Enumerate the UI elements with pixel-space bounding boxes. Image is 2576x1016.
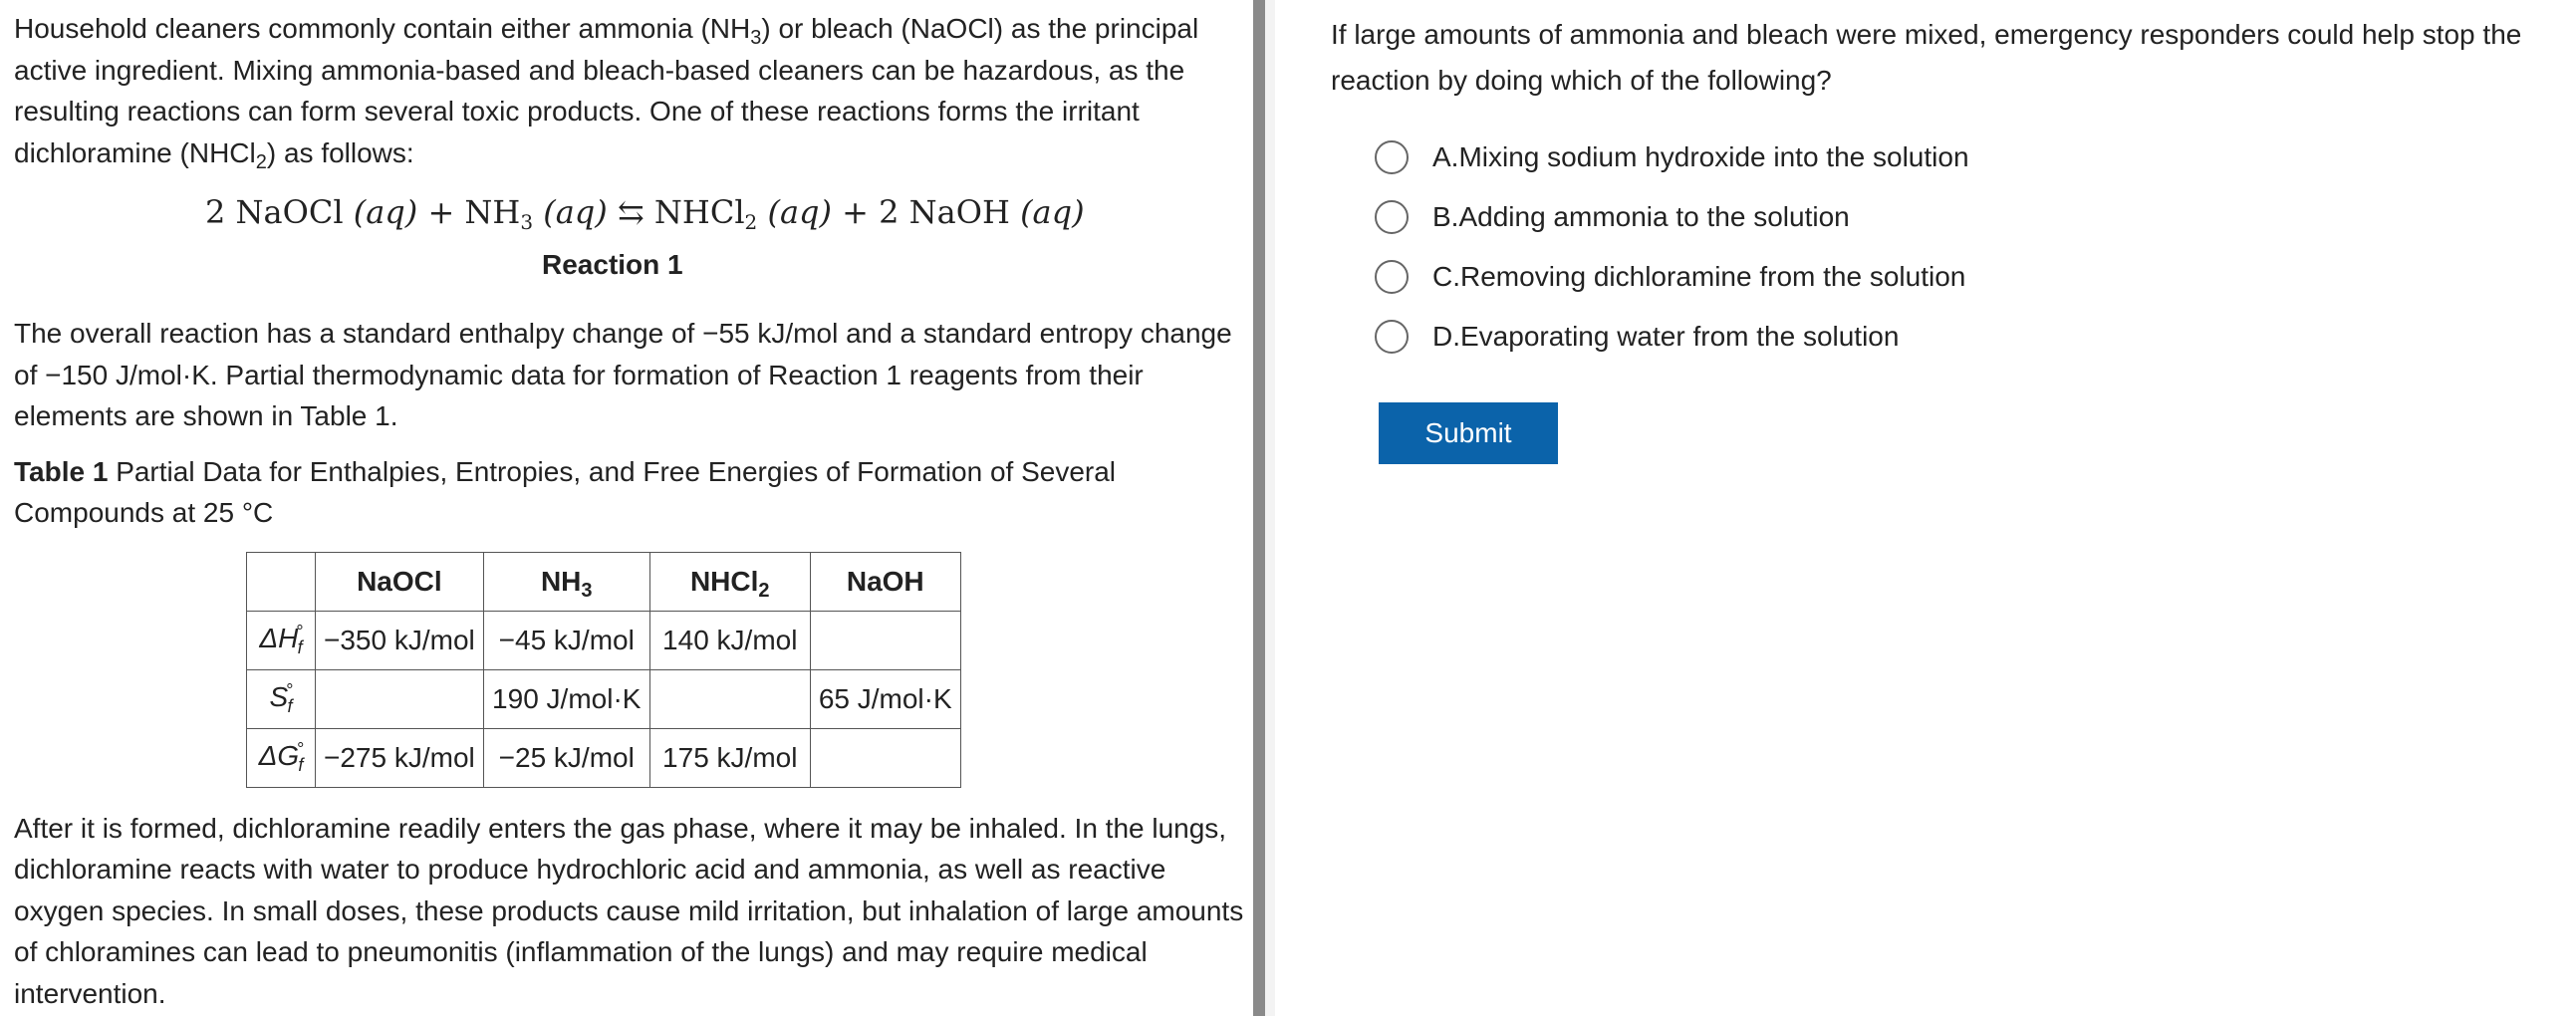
header-nh3-subscript: 3	[581, 579, 593, 602]
table-caption-label: Table 1	[14, 455, 109, 487]
option-text: Evaporating water from the solution	[1460, 321, 1900, 352]
table-cell: −45 kJ/mol	[483, 611, 649, 669]
eq-product-naoh: + 2 NaOH	[842, 193, 1010, 231]
option-text: Adding ammonia to the solution	[1458, 201, 1850, 232]
table-corner-cell	[247, 552, 316, 611]
row-label-sup: °	[286, 679, 294, 700]
radio-circle-icon[interactable]	[1375, 140, 1409, 174]
option-letter: A.	[1432, 141, 1459, 172]
row-label-sub: f	[287, 695, 293, 716]
option-letter: C.	[1432, 261, 1460, 292]
table-header-row	[247, 552, 961, 611]
table-cell: 65 J/mol·K	[810, 669, 960, 728]
nhcl2-subscript: 2	[255, 150, 267, 173]
eq-state-2: (aq)	[543, 193, 608, 231]
option-letter: D.	[1432, 321, 1460, 352]
dichloramine-paragraph: After it is formed, dichloramine readily enters the gas phase, where it may be inhaled. In the lungs, dichloramine reacts with water to produce hydrochloric acid and ammonia, as well as reactive oxygen species. In small doses, these products cause mild irritation, but inhalation of large amounts of chloramines can lead to pneumonitis (inflammation of the lungs) and may require medical intervention.	[14, 812, 1244, 1009]
nh3-subscript: 3	[750, 27, 762, 49]
option-text: Removing dichloramine from the solution	[1460, 261, 1966, 292]
option-text: Mixing sodium hydroxide into the solution	[1458, 141, 1969, 172]
thermo-data-table	[246, 552, 961, 788]
eq-reactant-nh3: + NH	[427, 193, 521, 231]
option-a[interactable]	[1375, 127, 2556, 187]
header-naocl: NaOCl	[316, 552, 484, 611]
eq-state-1: (aq)	[353, 193, 418, 231]
reaction-label: Reaction 1	[542, 249, 683, 280]
option-letter: B.	[1432, 201, 1459, 232]
answer-options	[1375, 127, 2556, 367]
row-label-main: ΔH	[259, 622, 299, 653]
eq-nhcl2-subscript: 2	[744, 210, 758, 234]
table-cell	[316, 669, 484, 728]
row-label-main: S	[269, 680, 289, 712]
header-nhcl2	[649, 552, 810, 611]
row-label-sub: f	[297, 636, 303, 657]
eq-nh3-subscript: 3	[520, 210, 534, 234]
passage-pane	[14, 8, 1249, 1014]
table-cell	[649, 669, 810, 728]
table-cell: 140 kJ/mol	[649, 611, 810, 669]
table-cell: −350 kJ/mol	[316, 611, 484, 669]
table-cell: −25 kJ/mol	[483, 728, 649, 787]
pane-divider-gutter	[1265, 0, 1275, 1016]
row-label-main: ΔG	[258, 739, 300, 771]
radio-circle-icon[interactable]	[1375, 320, 1409, 354]
radio-circle-icon[interactable]	[1375, 200, 1409, 234]
header-nhcl2-subscript: 2	[758, 579, 770, 602]
intro-text-2: ) or bleach (NaOCl) as the principal active ingredient. Mixing ammonia-based and bleach-based cleaners can be hazardous, as the resulting reactions can form several toxic products. One of these reactions forms the irritant dichloramine (NHCl	[14, 13, 1199, 168]
table-cell	[810, 611, 960, 669]
intro-text-3: ) as follows:	[266, 136, 414, 168]
row-label-enthalpy	[247, 611, 316, 669]
radio-circle-icon[interactable]	[1375, 260, 1409, 294]
header-nh3-text: NH	[540, 565, 582, 597]
intro-text-1: Household cleaners commonly contain either ammonia (NH	[14, 13, 751, 44]
eq-reactant-naocl: 2 NaOCl	[205, 193, 344, 231]
option-b[interactable]	[1375, 187, 2556, 247]
row-label-free-energy	[247, 728, 316, 787]
intro-paragraph	[14, 8, 1249, 173]
pane-divider[interactable]	[1253, 0, 1265, 1016]
thermo-paragraph: The overall reaction has a standard enthalpy change of −55 kJ/mol and a standard entropy change of −150 J/mol·K. Partial thermodynamic data for formation of Reaction 1 reagents from their elements are shown in Table 1.	[14, 318, 1232, 431]
table-cell: −275 kJ/mol	[316, 728, 484, 787]
table-row	[247, 728, 961, 787]
reaction-equation	[14, 189, 1249, 235]
row-label-entropy	[247, 669, 316, 728]
header-nhcl2-text: NHCl	[689, 565, 759, 597]
table-row	[247, 611, 961, 669]
header-naoh: NaOH	[810, 552, 960, 611]
eq-state-3: (aq)	[767, 193, 832, 231]
question-pane	[1331, 12, 2556, 464]
submit-button[interactable]: Submit	[1379, 402, 1558, 464]
eq-product-nhcl2: NHCl	[653, 193, 745, 231]
option-c[interactable]	[1375, 247, 2556, 307]
question-prompt: If large amounts of ammonia and bleach were mixed, emergency responders could help stop the reaction by doing which of the following?	[1331, 19, 2522, 96]
row-label-sub: f	[298, 754, 304, 775]
table-caption-text: Partial Data for Enthalpies, Entropies, and Free Energies of Formation of Several Compounds at 25 °C	[14, 455, 1117, 528]
equilibrium-arrow-icon: ⇆	[617, 193, 644, 231]
table-row	[247, 669, 961, 728]
table-cell: 190 J/mol·K	[483, 669, 649, 728]
header-nh3	[483, 552, 649, 611]
eq-state-4: (aq)	[1020, 193, 1085, 231]
row-label-sup: °	[297, 738, 305, 759]
row-label-sup: °	[296, 621, 304, 641]
table-cell: 175 kJ/mol	[649, 728, 810, 787]
table-caption	[14, 451, 1249, 534]
option-d[interactable]	[1375, 307, 2556, 367]
table-cell	[810, 728, 960, 787]
